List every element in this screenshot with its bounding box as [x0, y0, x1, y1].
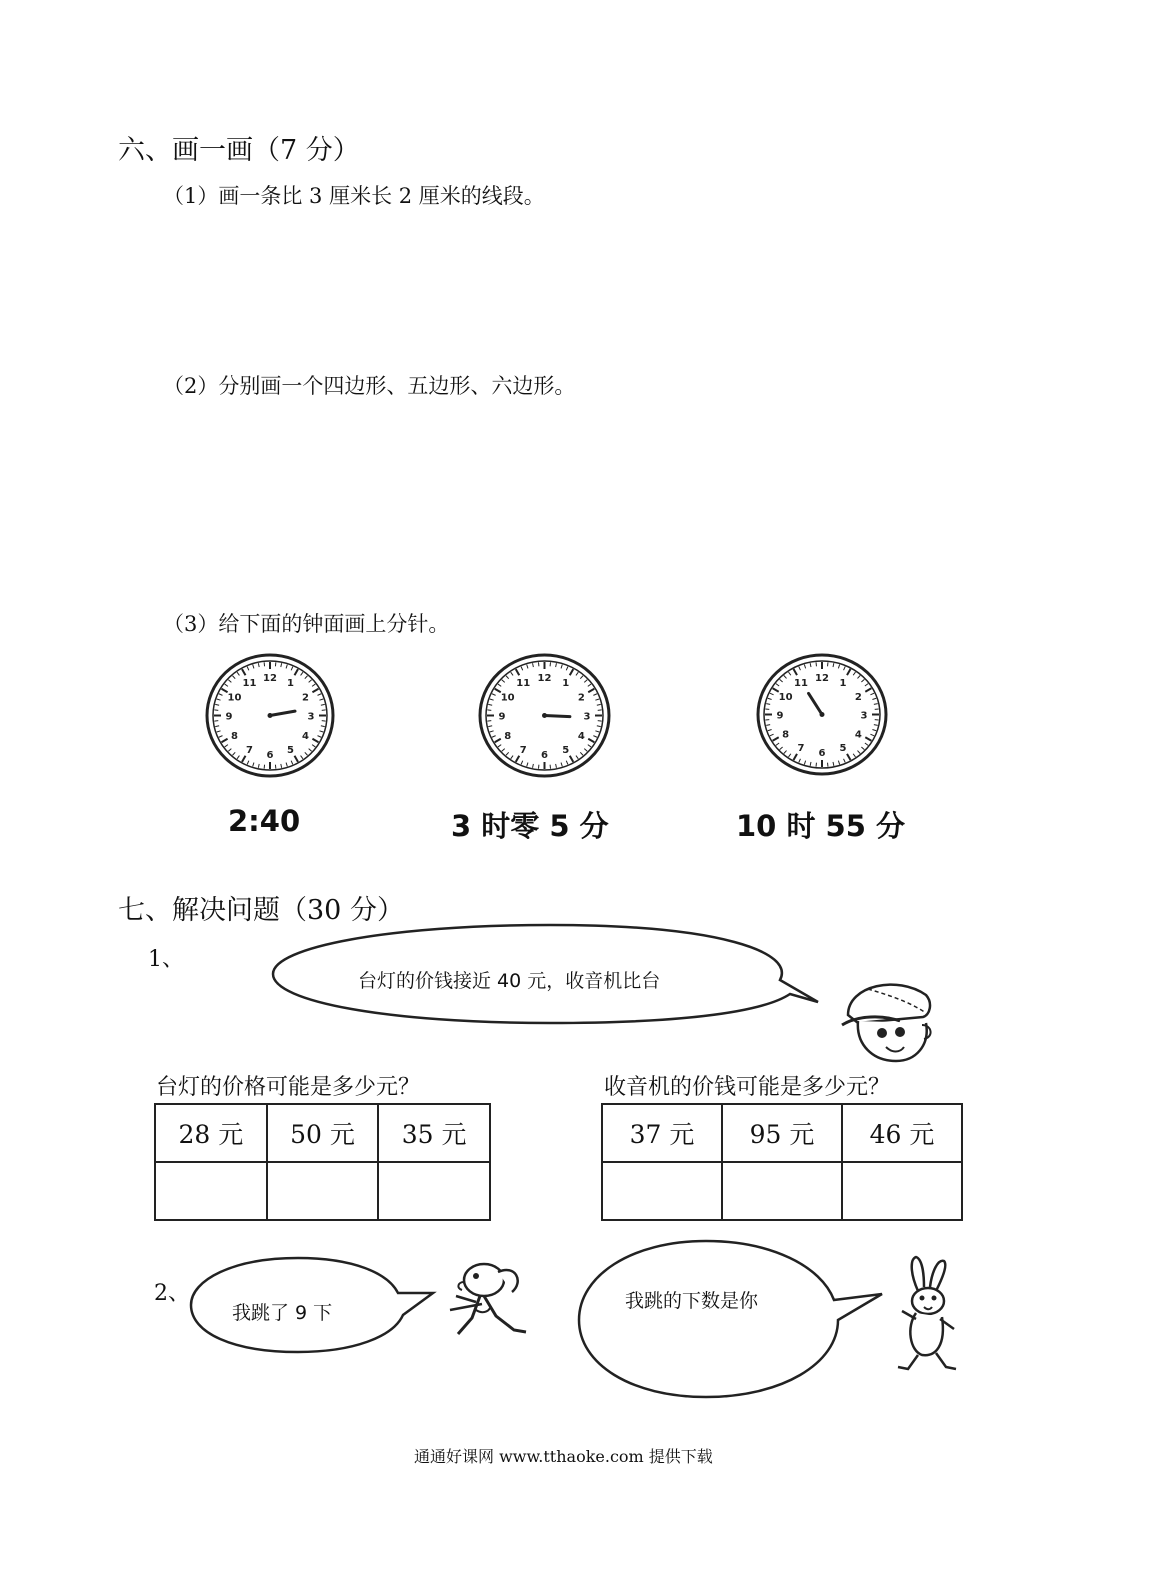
- speech-bubble-dog-text: 我跳了 9 下: [232, 1302, 333, 1324]
- clock-numeral: 8: [231, 730, 238, 742]
- lamp-price-table: [154, 1103, 491, 1221]
- clock-numeral: 3: [860, 710, 868, 722]
- clock-numeral: 1: [287, 678, 294, 690]
- section7-title: 七、解决问题（30 分）: [118, 895, 404, 926]
- clock-numeral: 4: [577, 730, 585, 742]
- clock-numeral: 11: [516, 678, 531, 690]
- clock-label-1: 2:40: [228, 804, 301, 838]
- question-1: （1）画一条比 3 厘米长 2 厘米的线段。: [163, 184, 545, 208]
- clock-numeral: 4: [302, 730, 309, 742]
- clock-numeral: 2: [577, 692, 585, 704]
- clock-hour-hand: [545, 716, 570, 717]
- lamp-answer-3[interactable]: [378, 1162, 490, 1220]
- clock-numeral: 6: [266, 750, 274, 761]
- lamp-price-1: 28 元: [155, 1104, 267, 1162]
- lamp-question: 台灯的价格可能是多少元？: [156, 1075, 421, 1100]
- radio-price-1: 37 元: [602, 1104, 722, 1162]
- rabbit-illustration: [896, 1255, 960, 1373]
- dog-illustration: [432, 1252, 532, 1344]
- problem-2-number: 2、: [154, 1281, 190, 1306]
- clock-numeral: 9: [225, 711, 233, 723]
- clock-numeral: 7: [797, 742, 805, 754]
- clock-face-3[interactable]: [756, 653, 888, 776]
- clock-numeral: 8: [782, 729, 790, 741]
- clock-numeral: 5: [287, 744, 294, 756]
- clock-numeral: 2: [302, 692, 309, 704]
- clock-numeral: 3: [583, 711, 591, 723]
- clock-numeral: 12: [815, 673, 829, 684]
- clock-numeral: 2: [854, 691, 862, 703]
- clock-numeral: 12: [537, 673, 552, 684]
- question-3: （3）给下面的钟面画上分针。: [163, 612, 450, 636]
- question-2: （2）分别画一个四边形、五边形、六边形。: [163, 374, 576, 398]
- clock-numeral: 7: [246, 744, 253, 756]
- clock-numeral: 10: [227, 692, 242, 704]
- radio-answer-1[interactable]: [602, 1162, 722, 1220]
- lamp-answer-1[interactable]: [155, 1162, 267, 1220]
- clock-numeral: 10: [500, 692, 515, 704]
- clock-label-3: 10 时 55 分: [736, 809, 906, 843]
- radio-answer-2[interactable]: [722, 1162, 842, 1220]
- clock-numeral: 11: [794, 678, 808, 690]
- clock-numeral: 1: [839, 678, 847, 690]
- radio-price-table: [601, 1103, 963, 1221]
- speech-bubble-rabbit: [576, 1238, 888, 1400]
- clock-numeral: 8: [504, 730, 512, 742]
- clock-numeral: 10: [778, 691, 793, 703]
- clock-face-2[interactable]: [478, 653, 611, 778]
- radio-question: 收音机的价钱可能是多少元？: [604, 1075, 891, 1100]
- clock-center: [820, 712, 825, 717]
- radio-price-3: 46 元: [842, 1104, 962, 1162]
- clock-numeral: 5: [839, 742, 847, 754]
- clock-numeral: 12: [263, 673, 277, 684]
- lamp-answer-2[interactable]: [267, 1162, 379, 1220]
- clock-numeral: 9: [498, 711, 506, 723]
- boy-illustration: [838, 975, 938, 1065]
- section6-title: 六、画一画（7 分）: [118, 135, 360, 166]
- footer: 通通好课网 www.tthaoke.com 提供下载: [414, 1447, 713, 1466]
- clock-numeral: 1: [562, 678, 570, 690]
- radio-price-2: 95 元: [722, 1104, 842, 1162]
- clock-numeral: 9: [776, 710, 784, 722]
- clock-face-1[interactable]: [205, 653, 335, 778]
- lamp-price-2: 50 元: [267, 1104, 379, 1162]
- clock-numeral: 7: [519, 744, 527, 756]
- clock-label-2: 3 时零 5 分: [451, 809, 609, 843]
- clock-numeral: 11: [242, 678, 257, 690]
- clock-numeral: 6: [541, 750, 548, 761]
- problem-1-number: 1、: [148, 947, 184, 972]
- clock-numeral: 5: [562, 744, 570, 756]
- clock-center: [542, 713, 547, 718]
- speech-bubble-rabbit-text: 我跳的下数是你: [625, 1290, 759, 1312]
- lamp-price-3: 35 元: [378, 1104, 490, 1162]
- clock-numeral: 6: [818, 748, 826, 759]
- radio-answer-3[interactable]: [842, 1162, 962, 1220]
- speech-bubble-1-text: 台灯的价钱接近 40 元，收音机比台: [358, 970, 661, 992]
- clock-numeral: 4: [854, 729, 862, 741]
- clock-center: [268, 713, 273, 718]
- clock-numeral: 3: [307, 711, 315, 723]
